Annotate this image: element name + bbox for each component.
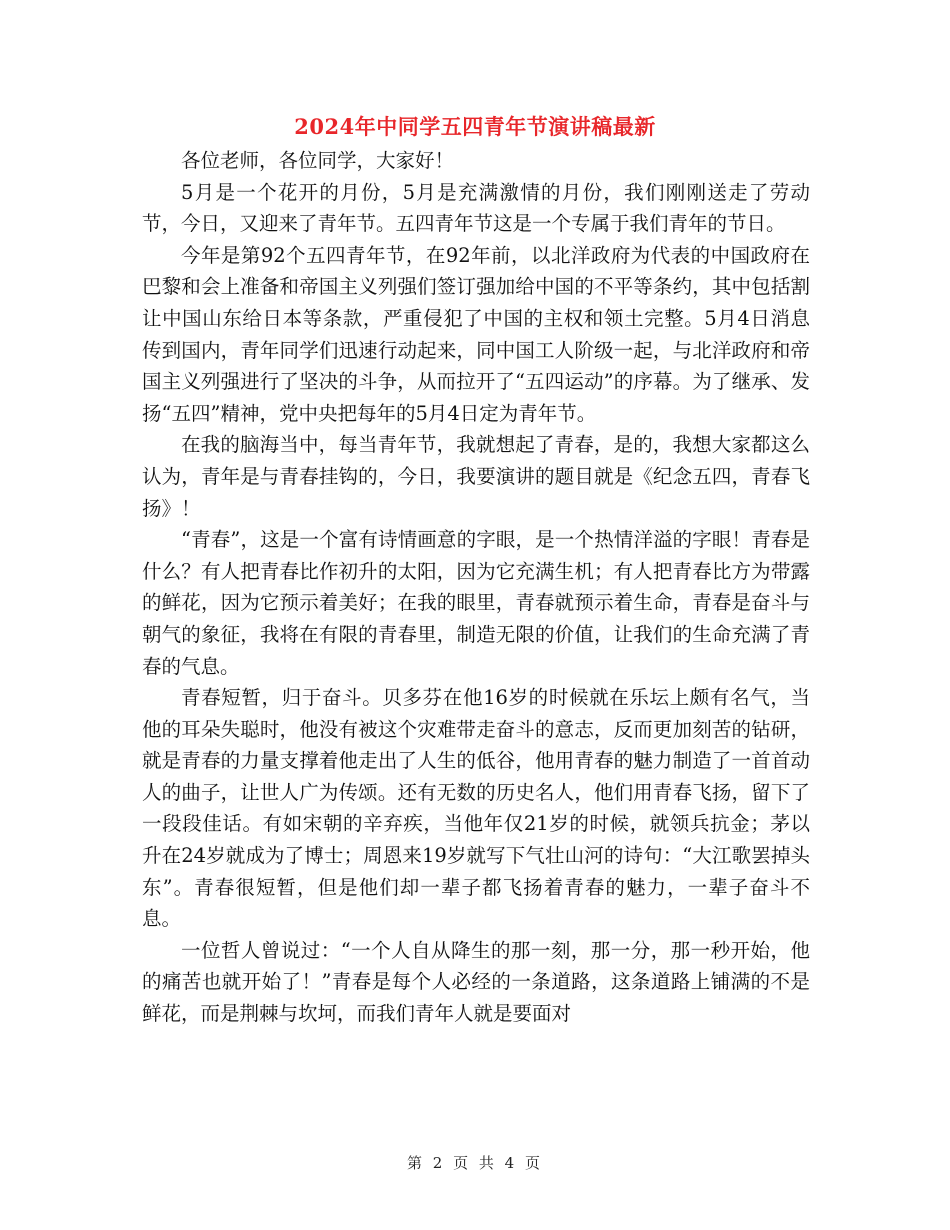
paragraph-struggle: 青春短暂，归于奋斗。贝多芬在他16岁的时候就在乐坛上颇有名气，当他的耳朵失聪时，他没有被这个灾难带走奋斗的意志，反而更加刻苦的钻研，就是青春的力量支撑着他走出了人生的低谷，他用青春的魅力制造了一首首动人的曲子，让世人广为传颂。还有无数的历史名人，他们用青春飞扬，留下了一段段佳话。有如宋朝的辛弃疾，当他年仅21岁的时候，就领兵抗金；茅以升在24岁就成为了博士；周恩来19岁就写下气壮山河的诗句：“大江歌罢掉头东”。青春很短暂，但是他们却一辈子都飞扬着青春的魅力，一辈子奋斗不息。 [142,686,810,931]
document-body [142,145,810,1030]
paragraph-history: 今年是第92个五四青年节，在92年前，以北洋政府为代表的中国政府在巴黎和会上准备和帝国主义列强们签订强加给中国的不平等条约，其中包括割让中国山东给日本等条款，严重侵犯了中国的主权和领土完整。5月4日消息传到国内，青年同学们迅速行动起来，同中国工人阶级一起，与北洋政府和帝国主义列强进行了坚决的斗争，从而拉开了“五四运动”的序幕。为了继承、发扬“五四”精神，党中央把每年的5月4日定为青年节。 [142,243,810,425]
document-title: 2024年中同学五四青年节演讲稿最新 [294,114,656,139]
page-number-footer: 第 2 页 共 4 页 [407,1154,543,1172]
paragraph-may: 5月是一个花开的月份，5月是充满激情的月份，我们刚刚送走了劳动节，今日，又迎来了青年节。五四青年节这是一个专属于我们青年的节日。 [142,180,810,236]
paragraph-youth: “青春”，这是一个富有诗情画意的字眼，是一个热情洋溢的字眼！青春是什么？有人把青春比作初升的太阳，因为它充满生机；有人把青春比方为带露的鲜花，因为它预示着美好；在我的眼里，青春就预示着生命，青春是奋斗与朝气的象征，我将在有限的青春里，制造无限的价值，让我们的生命充满了青春的气息。 [142,528,810,678]
paragraph-topic: 在我的脑海当中，每当青年节，我就想起了青春，是的，我想大家都这么认为，青年是与青春挂钩的，今日，我要演讲的题目就是《纪念五四，青春飞扬》！ [142,433,810,520]
paragraph-greeting: 各位老师，各位同学，大家好！ [181,149,455,172]
paragraph-philosopher: 一位哲人曾说过：“一个人自从降生的那一刻，那一分，那一秒开始，他的痛苦也就开始了！”青春是每个人必经的一条道路，这条道路上铺满的不是鲜花，而是荆棘与坎坷，而我们青年人就是要面对 [142,938,810,1026]
